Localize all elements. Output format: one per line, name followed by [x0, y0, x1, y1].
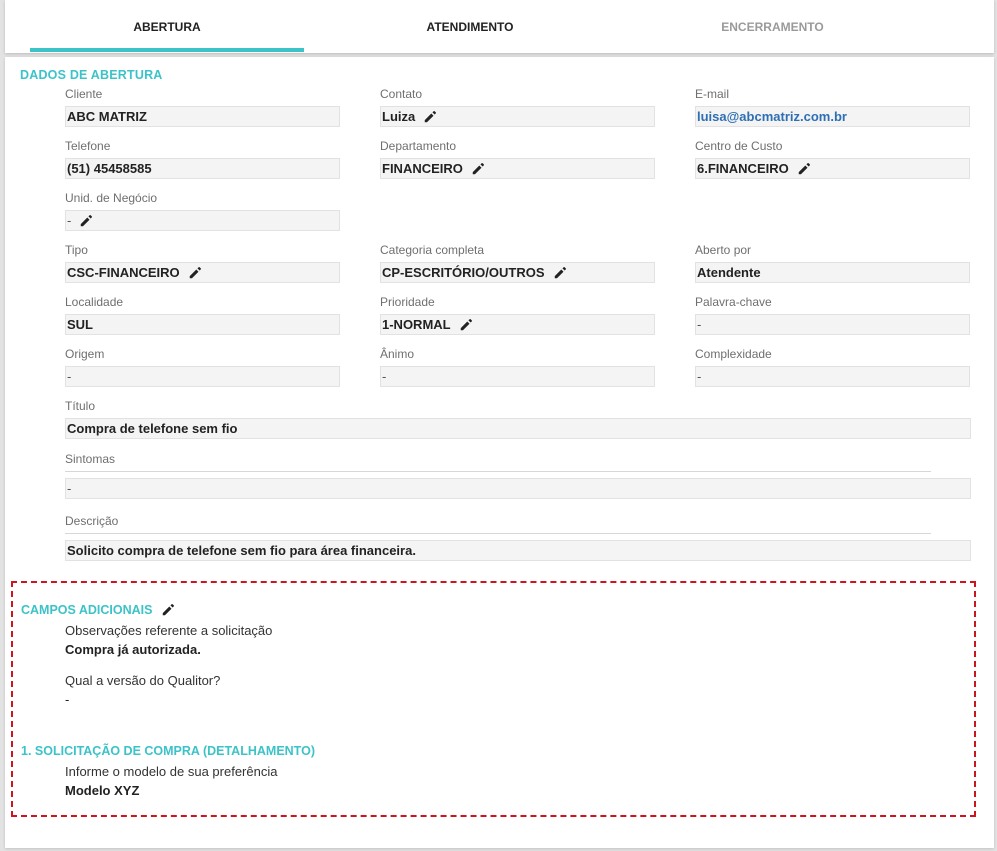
field-localidade	[65, 295, 340, 335]
field-departamento	[380, 139, 655, 179]
field-label: Tipo	[65, 243, 88, 257]
field-label: Aberto por	[695, 243, 752, 257]
origem-value: -	[65, 366, 340, 387]
versao-label: Qual a versão do Qualitor?	[65, 673, 221, 688]
pencil-icon[interactable]	[161, 603, 175, 617]
tab-abertura[interactable]: ABERTURA	[133, 20, 201, 34]
departamento-value: FINANCEIRO	[380, 158, 655, 179]
field-label: Origem	[65, 347, 105, 361]
opening-data-panel	[5, 57, 994, 848]
additional-fields-title: CAMPOS ADICIONAIS	[21, 603, 175, 617]
complexidade-value: -	[695, 366, 970, 387]
field-label: Contato	[380, 87, 423, 101]
tipo-value: CSC-FINANCEIRO	[65, 262, 340, 283]
telefone-value: (51) 45458585	[65, 158, 340, 179]
field-label: Prioridade	[380, 295, 435, 309]
field-label: Título	[65, 399, 96, 413]
field-sintomas	[65, 452, 971, 499]
field-cliente	[65, 87, 340, 127]
field-label: Centro de Custo	[695, 139, 783, 153]
field-complexidade	[695, 347, 970, 387]
pencil-icon[interactable]	[79, 214, 93, 228]
field-categoria	[380, 243, 655, 283]
field-descricao	[65, 514, 971, 561]
tab-encerramento[interactable]: ENCERRAMENTO	[721, 20, 824, 34]
animo-value: -	[380, 366, 655, 387]
field-label: Sintomas	[65, 452, 116, 466]
pencil-icon[interactable]	[423, 110, 437, 124]
cliente-value: ABC MATRIZ	[65, 106, 340, 127]
field-prioridade	[380, 295, 655, 335]
centro-custo-value: 6.FINANCEIRO	[695, 158, 970, 179]
email-value[interactable]: luisa@abcmatriz.com.br	[695, 106, 970, 127]
tab-bar	[5, 0, 994, 53]
field-tipo	[65, 243, 340, 283]
field-label: Localidade	[65, 295, 124, 309]
field-contato	[380, 87, 655, 127]
field-palavra-chave	[695, 295, 970, 335]
descricao-value: Solicito compra de telefone sem fio para área financeira.	[65, 540, 971, 561]
field-unid-negocio	[65, 191, 340, 231]
pencil-icon[interactable]	[471, 162, 485, 176]
aberto-por-value: Atendente	[695, 262, 970, 283]
palavra-chave-value: -	[695, 314, 970, 335]
localidade-value: SUL	[65, 314, 340, 335]
field-telefone	[65, 139, 340, 179]
pencil-icon[interactable]	[459, 318, 473, 332]
section-title: DADOS DE ABERTURA	[20, 68, 163, 82]
unid-negocio-value: -	[65, 210, 340, 231]
pencil-icon[interactable]	[188, 266, 202, 280]
pencil-icon[interactable]	[797, 162, 811, 176]
field-label: Palavra-chave	[695, 295, 772, 309]
contato-value: Luiza	[380, 106, 655, 127]
sintomas-value: -	[65, 478, 971, 499]
field-label: Descrição	[65, 514, 119, 528]
field-aberto-por	[695, 243, 970, 283]
field-label: Telefone	[65, 139, 111, 153]
field-label: Complexidade	[695, 347, 772, 361]
field-label: Cliente	[65, 87, 103, 101]
divider	[65, 471, 931, 472]
observacoes-label: Observações referente a solicitação	[65, 623, 273, 638]
field-centro-custo	[695, 139, 970, 179]
active-tab-indicator	[30, 48, 304, 52]
field-label: Departamento	[380, 139, 457, 153]
field-label: Unid. de Negócio	[65, 191, 158, 205]
field-origem	[65, 347, 340, 387]
pencil-icon[interactable]	[553, 266, 567, 280]
detail-section-title: 1. SOLICITAÇÃO DE COMPRA (DETALHAMENTO)	[21, 744, 315, 758]
observacoes-value: Compra já autorizada.	[65, 642, 201, 657]
prioridade-value: 1-NORMAL	[380, 314, 655, 335]
field-email	[695, 87, 970, 127]
field-label: Categoria completa	[380, 243, 485, 257]
modelo-label: Informe o modelo de sua preferência	[65, 764, 278, 779]
tab-atendimento[interactable]: ATENDIMENTO	[426, 20, 514, 34]
categoria-value: CP-ESCRITÓRIO/OUTROS	[380, 262, 655, 283]
versao-value: -	[65, 692, 70, 707]
additional-fields-box	[11, 581, 976, 817]
field-label: E-mail	[695, 87, 730, 101]
field-label: Ânimo	[380, 347, 415, 361]
field-titulo	[65, 399, 971, 439]
modelo-value: Modelo XYZ	[65, 783, 140, 798]
divider	[65, 533, 931, 534]
titulo-value: Compra de telefone sem fio	[65, 418, 971, 439]
field-animo	[380, 347, 655, 387]
